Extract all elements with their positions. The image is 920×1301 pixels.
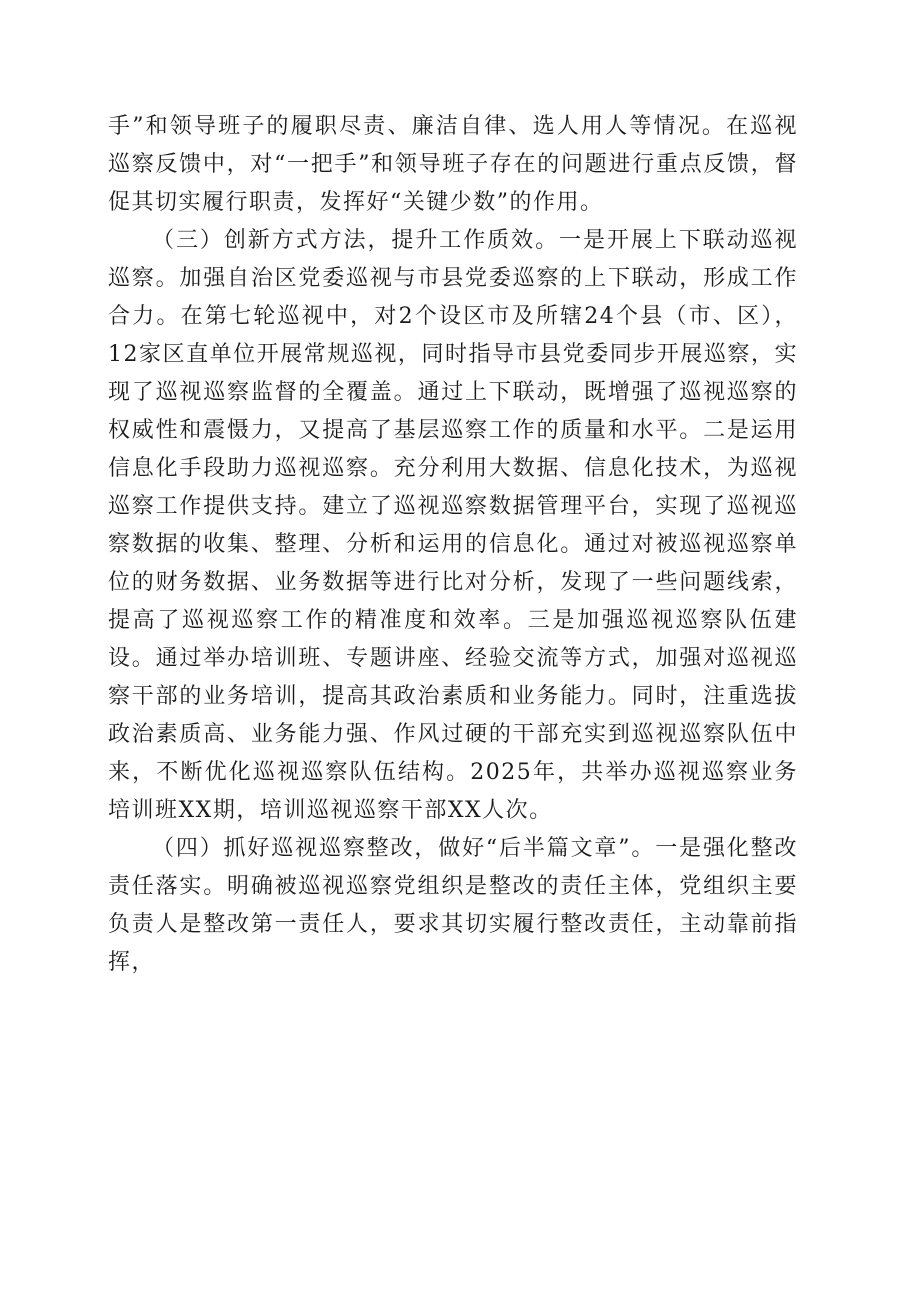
document-body	[108, 108, 798, 982]
paragraph-continuation: 手”和领导班子的履职尽责、廉洁自律、选人用人等情况。在巡视巡察反馈中，对“一把手”和领导班子存在的问题进行重点反馈，督促其切实履行职责，发挥好“关键少数”的作用。	[108, 114, 798, 215]
paragraph-section-three: （三）创新方式方法，提升工作质效。一是开展上下联动巡视巡察。加强自治区党委巡视与市县党委巡察的上下联动，形成工作合力。在第七轮巡视中，对2个设区市及所辖24个县（市、区），12家区直单位开展常规巡视，同时指导市县党委同步开展巡察，实现了巡视巡察监督的全覆盖。通过上下联动，既增强了巡视巡察的权威性和震慑力，又提高了基层巡察工作的质量和水平。二是运用信息化手段助力巡视巡察。充分利用大数据、信息化技术，为巡视巡察工作提供支持。建立了巡视巡察数据管理平台，实现了巡视巡察数据的收集、整理、分析和运用的信息化。通过对被巡视巡察单位的财务数据、业务数据等进行比对分析，发现了一些问题线索，提高了巡视巡察工作的精准度和效率。三是加强巡视巡察队伍建设。通过举办培训班、专题讲座、经验交流等方式，加强对巡视巡察干部的业务培训，提高其政治素质和业务能力。同时，注重选拔政治素质高、业务能力强、作风过硬的干部充实到巡视巡察队伍中来，不断优化巡视巡察队伍结构。2025年，共举办巡视巡察业务培训班XX期，培训巡视巡察干部XX人次。	[108, 228, 798, 823]
paragraph-section-four: （四）抓好巡视巡察整改，做好“后半篇文章”。一是强化整改责任落实。明确被巡视巡察党组织是整改的责任主体，党组织主要负责人是整改第一责任人，要求其切实履行整改责任，主动靠前指挥，	[108, 836, 798, 975]
